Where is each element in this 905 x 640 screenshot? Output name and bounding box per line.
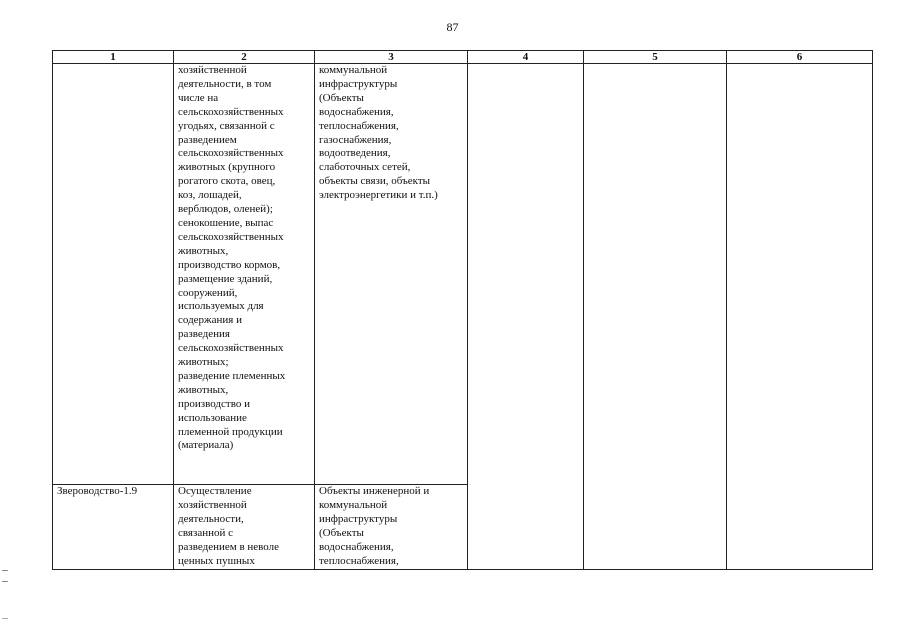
column-header-1: 1 [53, 51, 174, 64]
cell-text: коммунальной инфраструктуры (Объекты водоснабжения, теплоснабжения, газоснабжения, водоотведения, слаботочных сетей, объекты связи, объекты электроэнергетики и т.п.) [319, 64, 438, 202]
regulation-table [52, 50, 873, 570]
table-row [53, 64, 873, 485]
column-header-3: 3 [315, 51, 468, 64]
cell-permitted-objects [315, 485, 468, 570]
cell-land-use-code [53, 485, 174, 570]
cell-col-4 [468, 64, 584, 570]
header-row [53, 51, 873, 64]
scan-margin-mark [2, 618, 8, 619]
column-header-4: 4 [468, 51, 584, 64]
column-header-6: 6 [727, 51, 873, 64]
cell-col-6 [727, 64, 873, 570]
cell-col-5 [584, 64, 727, 570]
column-header-2: 2 [174, 51, 315, 64]
cell-description [174, 64, 315, 485]
scan-margin-mark [2, 570, 8, 582]
cell-land-use-code [53, 64, 174, 485]
cell-description [174, 485, 315, 570]
cell-text: Объекты инженерной и коммунальной инфраструктуры (Объекты водоснабжения, теплоснабжения, [319, 485, 430, 567]
cell-permitted-objects [315, 64, 468, 485]
cell-text: Осуществление хозяйственной деятельности, связанной с разведением в неволе ценных пушных [178, 485, 279, 567]
column-header-5: 5 [584, 51, 727, 64]
cell-text: хозяйственной деятельности, в том числе на сельскохозяйственных угодьях, связанной с разведением сельскохозяйственных животных (крупного рогатого скота, овец, коз, лошадей, верблюдов, оленей); сенокошение, выпас сельскохозяйственных животных, производство кормов, размещение зданий, сооружений, используемых для содержания и разведения сельскохозяйственных животных; разведение племенных животных, производство и использование племенной продукции (материала) [178, 64, 286, 452]
cell-text: Звероводство-1.9 [57, 485, 138, 497]
page-number: 87 [446, 20, 459, 34]
